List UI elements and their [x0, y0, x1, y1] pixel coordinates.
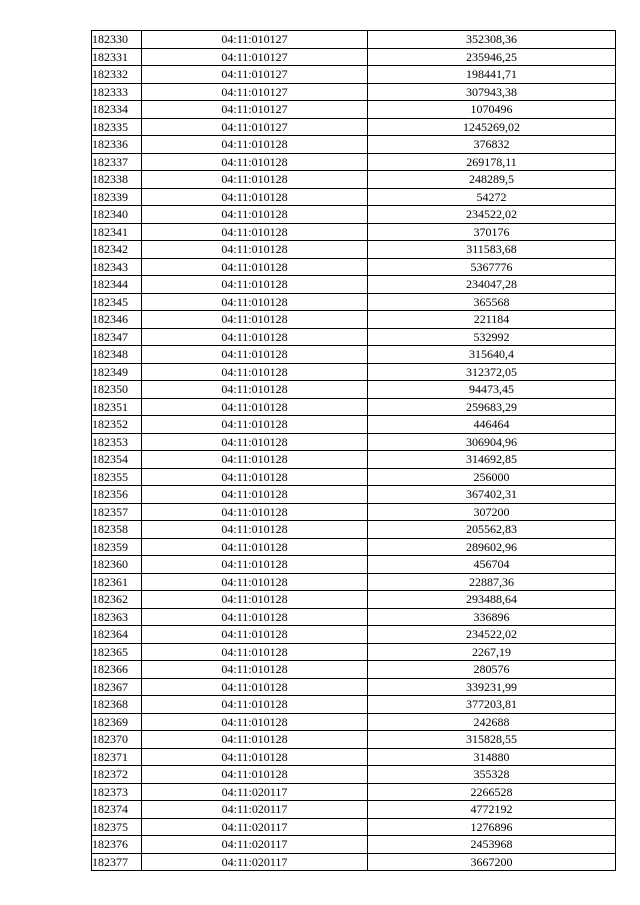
value-cell: 376832 [368, 136, 616, 154]
value-cell: 235946,25 [368, 48, 616, 66]
table-row [92, 783, 616, 801]
row-id-cell: 182338 [92, 171, 142, 189]
row-id-cell: 182334 [92, 101, 142, 119]
table-row [92, 503, 616, 521]
value-cell: 456704 [368, 556, 616, 574]
cadastral-code-cell: 04:11:010128 [142, 136, 368, 154]
cadastral-code-cell: 04:11:010128 [142, 678, 368, 696]
cadastral-code-cell: 04:11:010127 [142, 48, 368, 66]
row-id-cell: 182375 [92, 818, 142, 836]
cadastral-code-cell: 04:11:010128 [142, 608, 368, 626]
value-cell: 3667200 [368, 853, 616, 871]
row-id-cell: 182349 [92, 363, 142, 381]
value-cell: 269178,11 [368, 153, 616, 171]
row-id-cell: 182354 [92, 451, 142, 469]
cadastral-code-cell: 04:11:010128 [142, 626, 368, 644]
value-cell: 259683,29 [368, 398, 616, 416]
value-cell: 2267,19 [368, 643, 616, 661]
row-id-cell: 182358 [92, 521, 142, 539]
cadastral-code-cell: 04:11:010127 [142, 83, 368, 101]
cadastral-code-cell: 04:11:010128 [142, 748, 368, 766]
cadastral-code-cell: 04:11:010128 [142, 311, 368, 329]
row-id-cell: 182348 [92, 346, 142, 364]
table-row [92, 451, 616, 469]
cadastral-code-cell: 04:11:010128 [142, 346, 368, 364]
value-cell: 242688 [368, 713, 616, 731]
cadastral-code-cell: 04:11:010128 [142, 521, 368, 539]
row-id-cell: 182342 [92, 241, 142, 259]
row-id-cell: 182357 [92, 503, 142, 521]
cadastral-code-cell: 04:11:010128 [142, 171, 368, 189]
table-row [92, 258, 616, 276]
value-cell: 307200 [368, 503, 616, 521]
value-cell: 355328 [368, 766, 616, 784]
table-row [92, 521, 616, 539]
value-cell: 1245269,02 [368, 118, 616, 136]
table-row [92, 818, 616, 836]
row-id-cell: 182356 [92, 486, 142, 504]
value-cell: 446464 [368, 416, 616, 434]
row-id-cell: 182331 [92, 48, 142, 66]
cadastral-code-cell: 04:11:010128 [142, 153, 368, 171]
row-id-cell: 182361 [92, 573, 142, 591]
row-id-cell: 182366 [92, 661, 142, 679]
cadastral-code-cell: 04:11:010128 [142, 591, 368, 609]
cadastral-code-cell: 04:11:010128 [142, 398, 368, 416]
table-row [92, 363, 616, 381]
value-cell: 256000 [368, 468, 616, 486]
value-cell: 365568 [368, 293, 616, 311]
row-id-cell: 182330 [92, 31, 142, 49]
table-row [92, 101, 616, 119]
row-id-cell: 182364 [92, 626, 142, 644]
table-row [92, 188, 616, 206]
value-cell: 198441,71 [368, 66, 616, 84]
row-id-cell: 182336 [92, 136, 142, 154]
row-id-cell: 182369 [92, 713, 142, 731]
table-row [92, 31, 616, 49]
cadastral-code-cell: 04:11:010128 [142, 538, 368, 556]
table-row [92, 801, 616, 819]
cadastral-code-cell: 04:11:010128 [142, 503, 368, 521]
value-cell: 314880 [368, 748, 616, 766]
row-id-cell: 182360 [92, 556, 142, 574]
value-cell: 2266528 [368, 783, 616, 801]
cadastral-code-cell: 04:11:010128 [142, 573, 368, 591]
cadastral-code-cell: 04:11:020117 [142, 818, 368, 836]
row-id-cell: 182347 [92, 328, 142, 346]
value-cell: 234047,28 [368, 276, 616, 294]
cadastral-code-cell: 04:11:010128 [142, 258, 368, 276]
table-row [92, 118, 616, 136]
value-cell: 221184 [368, 311, 616, 329]
table-row [92, 433, 616, 451]
value-cell: 307943,38 [368, 83, 616, 101]
value-cell: 94473,45 [368, 381, 616, 399]
table-row [92, 241, 616, 259]
row-id-cell: 182376 [92, 836, 142, 854]
value-cell: 5367776 [368, 258, 616, 276]
table-row [92, 573, 616, 591]
value-cell: 315640,4 [368, 346, 616, 364]
table-row [92, 538, 616, 556]
table-row [92, 643, 616, 661]
value-cell: 1070496 [368, 101, 616, 119]
table-row [92, 416, 616, 434]
cadastral-code-cell: 04:11:010128 [142, 381, 368, 399]
cadastral-code-cell: 04:11:010127 [142, 101, 368, 119]
document-page [91, 30, 616, 871]
cadastral-code-cell: 04:11:010128 [142, 328, 368, 346]
row-id-cell: 182344 [92, 276, 142, 294]
cadastral-code-cell: 04:11:010128 [142, 643, 368, 661]
row-id-cell: 182363 [92, 608, 142, 626]
row-id-cell: 182377 [92, 853, 142, 871]
cadastral-code-cell: 04:11:020117 [142, 853, 368, 871]
row-id-cell: 182335 [92, 118, 142, 136]
cadastral-code-cell: 04:11:010128 [142, 486, 368, 504]
table-row [92, 661, 616, 679]
value-cell: 205562,83 [368, 521, 616, 539]
row-id-cell: 182341 [92, 223, 142, 241]
table-row [92, 853, 616, 871]
table-row [92, 83, 616, 101]
value-cell: 352308,36 [368, 31, 616, 49]
cadastral-code-cell: 04:11:020117 [142, 783, 368, 801]
value-cell: 248289,5 [368, 171, 616, 189]
cadastral-code-cell: 04:11:010128 [142, 696, 368, 714]
row-id-cell: 182368 [92, 696, 142, 714]
value-cell: 289602,96 [368, 538, 616, 556]
cadastral-code-cell: 04:11:010128 [142, 766, 368, 784]
value-cell: 312372,05 [368, 363, 616, 381]
value-cell: 311583,68 [368, 241, 616, 259]
table-row [92, 153, 616, 171]
cadastral-code-cell: 04:11:010127 [142, 118, 368, 136]
table-row [92, 836, 616, 854]
cadastral-code-cell: 04:11:010128 [142, 713, 368, 731]
value-cell: 234522,02 [368, 626, 616, 644]
row-id-cell: 182343 [92, 258, 142, 276]
table-row [92, 381, 616, 399]
row-id-cell: 182359 [92, 538, 142, 556]
cadastral-code-cell: 04:11:010128 [142, 223, 368, 241]
table-row [92, 346, 616, 364]
table-row [92, 276, 616, 294]
row-id-cell: 182367 [92, 678, 142, 696]
cadastral-code-cell: 04:11:010128 [142, 661, 368, 679]
cadastral-code-cell: 04:11:010128 [142, 363, 368, 381]
row-id-cell: 182362 [92, 591, 142, 609]
table-row [92, 328, 616, 346]
cadastral-code-cell: 04:11:010128 [142, 433, 368, 451]
cadastral-code-cell: 04:11:020117 [142, 801, 368, 819]
value-cell: 377203,81 [368, 696, 616, 714]
table-row [92, 608, 616, 626]
table-row [92, 713, 616, 731]
table-row [92, 731, 616, 749]
table-row [92, 486, 616, 504]
cadastral-code-cell: 04:11:010128 [142, 416, 368, 434]
row-id-cell: 182372 [92, 766, 142, 784]
value-cell: 336896 [368, 608, 616, 626]
row-id-cell: 182351 [92, 398, 142, 416]
value-cell: 314692,85 [368, 451, 616, 469]
row-id-cell: 182339 [92, 188, 142, 206]
table-row [92, 206, 616, 224]
cadastral-code-cell: 04:11:010128 [142, 241, 368, 259]
table-row [92, 398, 616, 416]
row-id-cell: 182373 [92, 783, 142, 801]
value-cell: 280576 [368, 661, 616, 679]
cadastral-code-cell: 04:11:020117 [142, 836, 368, 854]
row-id-cell: 182333 [92, 83, 142, 101]
cadastral-code-cell: 04:11:010128 [142, 188, 368, 206]
row-id-cell: 182352 [92, 416, 142, 434]
value-cell: 2453968 [368, 836, 616, 854]
row-id-cell: 182350 [92, 381, 142, 399]
row-id-cell: 182353 [92, 433, 142, 451]
row-id-cell: 182332 [92, 66, 142, 84]
row-id-cell: 182371 [92, 748, 142, 766]
table-row [92, 311, 616, 329]
cadastral-code-cell: 04:11:010128 [142, 451, 368, 469]
table-row [92, 556, 616, 574]
row-id-cell: 182365 [92, 643, 142, 661]
row-id-cell: 182370 [92, 731, 142, 749]
row-id-cell: 182346 [92, 311, 142, 329]
cadastral-code-cell: 04:11:010128 [142, 731, 368, 749]
table-row [92, 468, 616, 486]
row-id-cell: 182340 [92, 206, 142, 224]
table-row [92, 748, 616, 766]
row-id-cell: 182345 [92, 293, 142, 311]
row-id-cell: 182355 [92, 468, 142, 486]
value-cell: 293488,64 [368, 591, 616, 609]
value-cell: 4772192 [368, 801, 616, 819]
value-cell: 339231,99 [368, 678, 616, 696]
table-row [92, 626, 616, 644]
data-table [91, 30, 616, 871]
value-cell: 306904,96 [368, 433, 616, 451]
cadastral-code-cell: 04:11:010128 [142, 206, 368, 224]
table-row [92, 766, 616, 784]
table-row [92, 678, 616, 696]
value-cell: 367402,31 [368, 486, 616, 504]
value-cell: 370176 [368, 223, 616, 241]
cadastral-code-cell: 04:11:010127 [142, 66, 368, 84]
cadastral-code-cell: 04:11:010128 [142, 293, 368, 311]
table-row [92, 293, 616, 311]
table-row [92, 66, 616, 84]
cadastral-code-cell: 04:11:010128 [142, 468, 368, 486]
table-row [92, 48, 616, 66]
cadastral-code-cell: 04:11:010128 [142, 276, 368, 294]
table-row [92, 591, 616, 609]
value-cell: 234522,02 [368, 206, 616, 224]
cadastral-code-cell: 04:11:010128 [142, 556, 368, 574]
table-row [92, 696, 616, 714]
cadastral-code-cell: 04:11:010127 [142, 31, 368, 49]
table-row [92, 136, 616, 154]
value-cell: 22887,36 [368, 573, 616, 591]
row-id-cell: 182374 [92, 801, 142, 819]
table-body [92, 31, 616, 871]
value-cell: 1276896 [368, 818, 616, 836]
row-id-cell: 182337 [92, 153, 142, 171]
value-cell: 532992 [368, 328, 616, 346]
value-cell: 315828,55 [368, 731, 616, 749]
table-row [92, 223, 616, 241]
value-cell: 54272 [368, 188, 616, 206]
table-row [92, 171, 616, 189]
